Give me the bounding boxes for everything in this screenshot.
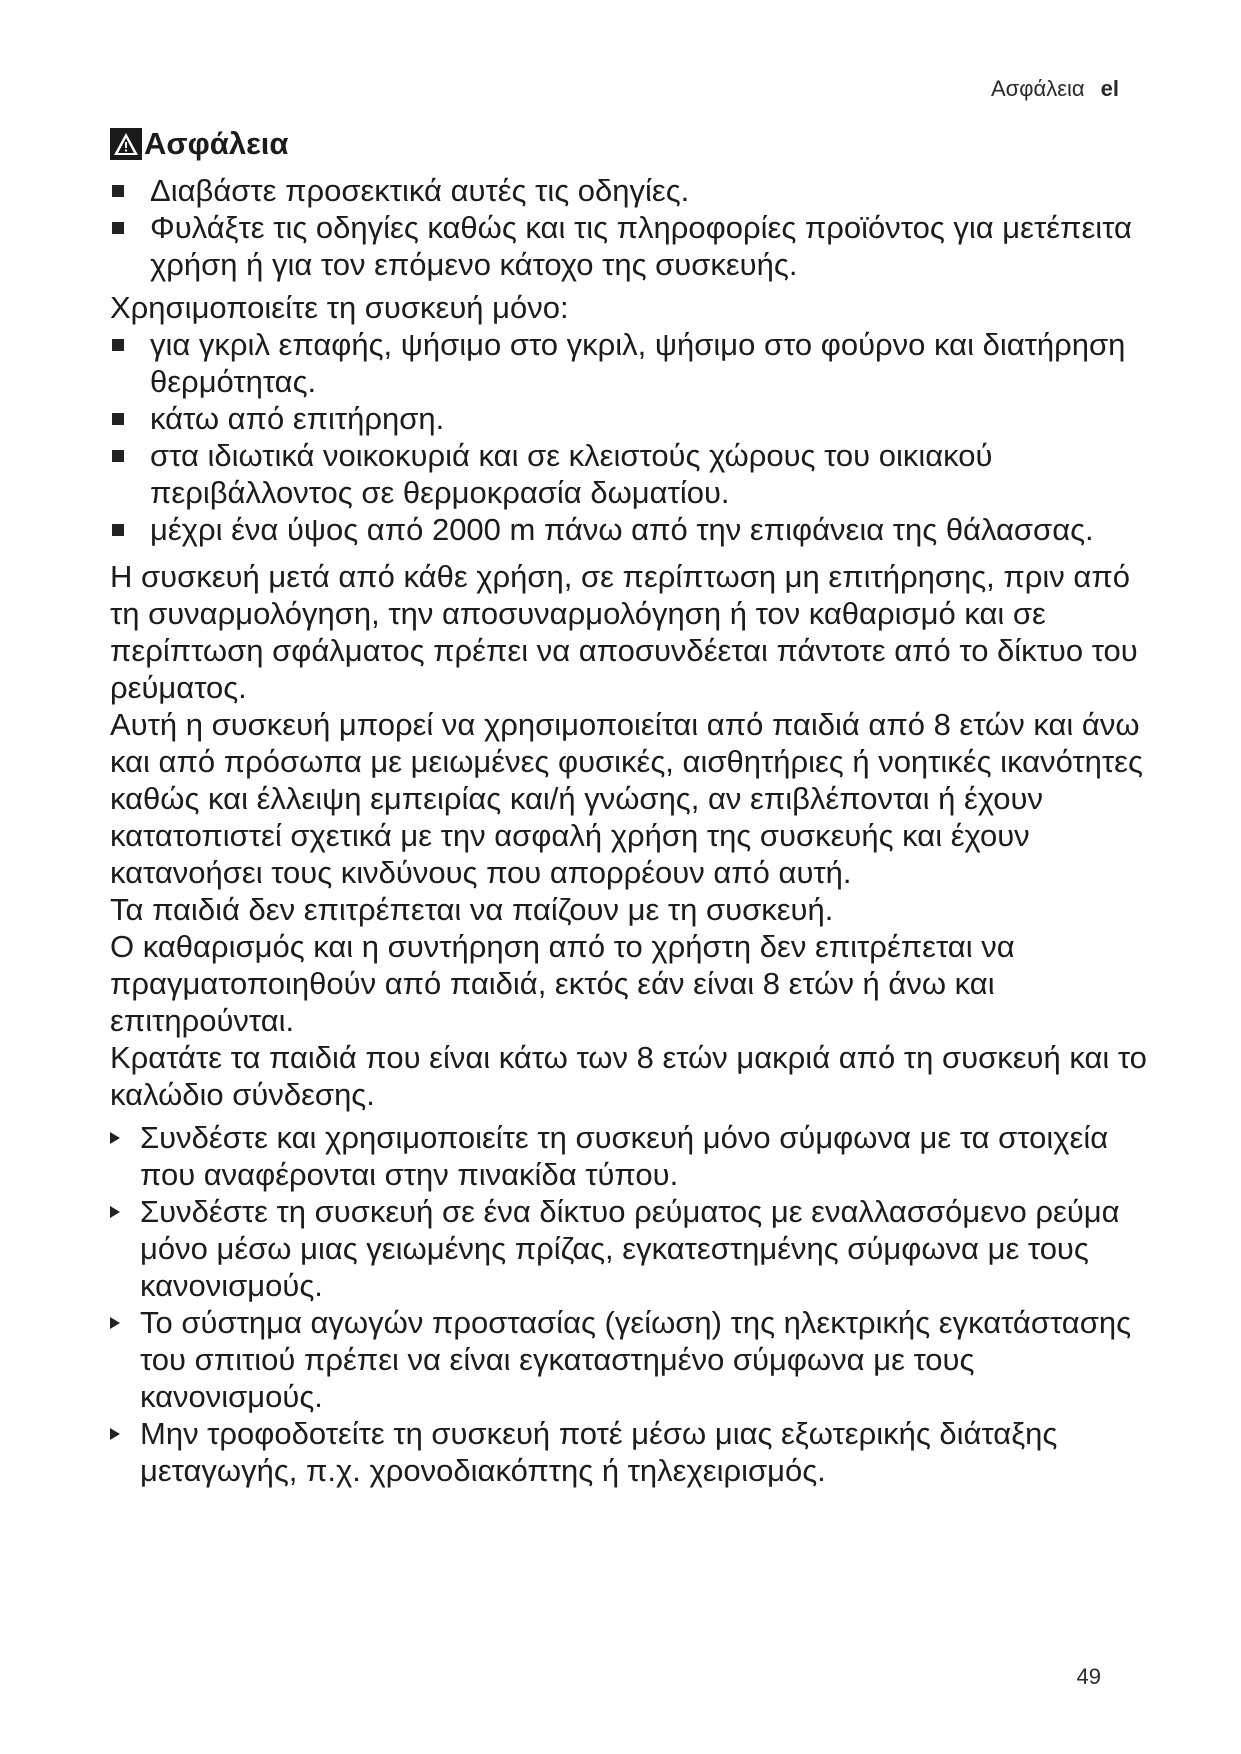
section-title <box>110 124 1150 164</box>
list-item: κάτω από επιτήρηση. <box>110 400 1150 437</box>
paragraph-cleaning: Ο καθαρισμός και η συντήρηση από το χρήστη δεν επιτρέπεται να πραγματοποιηθούν από παιδιά, εκτός εάν είναι 8 ετών ή άνω και επιτηρούνται. <box>110 929 1015 1038</box>
paragraph-children-use: Αυτή η συσκευή μπορεί να χρησιμοποιείται από παιδιά από 8 ετών και άνω και από πρόσωπα με μειωμένες φυσικές, αισθητήριες ή νοητικές ικανότητες καθώς και έλλειψη εμπειρίας και/ή γνώσης, αν επιβλέπονται ή έχουν κατατοπιστεί σχετικά με την ασφαλή χρήση της συσκευής και έχουν κατανοήσει τους κινδύνους που απορρέουν από αυτή. <box>110 707 1143 890</box>
paragraph-keep-away: Κρατάτε τα παιδιά που είναι κάτω των 8 ετών μακριά από τη συσκευή και το καλώδιο σύνδεσης. <box>110 1040 1147 1112</box>
intro-list <box>110 172 1150 283</box>
header-language: el <box>1100 76 1119 101</box>
instruction-item: Το σύστημα αγωγών προστασίας (γείωση) της ηλεκτρικής εγκατάστασης του σπιτιού πρέπει να είναι εγκαταστημένο σύμφωνα με τους κανονισμούς. <box>110 1304 1150 1415</box>
use-only-heading: Χρησιμοποιείτε τη συσκευή μόνο: <box>110 290 569 325</box>
instruction-item: Συνδέστε τη συσκευή σε ένα δίκτυο ρεύματος με εναλλασσόμενο ρεύμα μόνο μέσω μιας γειωμένης πρίζας, εγκατεστημένης σύμφωνα με τους κανονισμούς. <box>110 1193 1150 1304</box>
list-item: Διαβάστε προσεκτικά αυτές τις οδηγίες. <box>110 172 1150 209</box>
paragraph-children-play: Τα παιδιά δεν επιτρέπεται να παίζουν με τη συσκευή. <box>110 892 834 927</box>
running-header <box>991 76 1119 102</box>
warning-icon <box>110 128 142 160</box>
list-item: Φυλάξτε τις οδηγίες καθώς και τις πληροφορίες προϊόντος για μετέπειτα χρήση ή για τον επόμενο κάτοχο της συσκευής. <box>110 209 1150 283</box>
page-number: 49 <box>1076 1664 1101 1689</box>
use-list <box>110 326 1150 548</box>
list-item: στα ιδιωτικά νοικοκυριά και σε κλειστούς χώρους του οικιακού περιβάλλοντος σε θερμοκρασία δωματίου. <box>110 437 1150 511</box>
section-title-text: Ασφάλεια <box>144 126 289 161</box>
instruction-list <box>110 1119 1150 1489</box>
page-content <box>110 124 1150 1489</box>
list-item: για γκριλ επαφής, ψήσιμο στο γκριλ, ψήσιμο στο φούρνο και διατήρηση θερμότητας. <box>110 326 1150 400</box>
list-item: μέχρι ένα ύψος από 2000 m πάνω από την επιφάνεια της θάλασσας. <box>110 511 1150 548</box>
paragraph-disconnect: Η συσκευή μετά από κάθε χρήση, σε περίπτωση μη επιτήρησης, πριν από τη συναρμολόγηση, την αποσυναρμολόγηση ή τον καθαρισμό και σε περίπτωση σφάλματος πρέπει να αποσυνδέεται πάντοτε από το δίκτυο του ρεύματος. <box>110 559 1138 705</box>
instruction-item: Μην τροφοδοτείτε τη συσκευή ποτέ μέσω μιας εξωτερικής διάταξης μεταγωγής, π.χ. χρονοδιακόπτης ή τηλεχειρισμός. <box>110 1415 1150 1489</box>
header-section: Ασφάλεια <box>990 76 1085 101</box>
instruction-item: Συνδέστε και χρησιμοποιείτε τη συσκευή μόνο σύμφωνα με τα στοιχεία που αναφέρονται στην πινακίδα τύπου. <box>110 1119 1150 1193</box>
